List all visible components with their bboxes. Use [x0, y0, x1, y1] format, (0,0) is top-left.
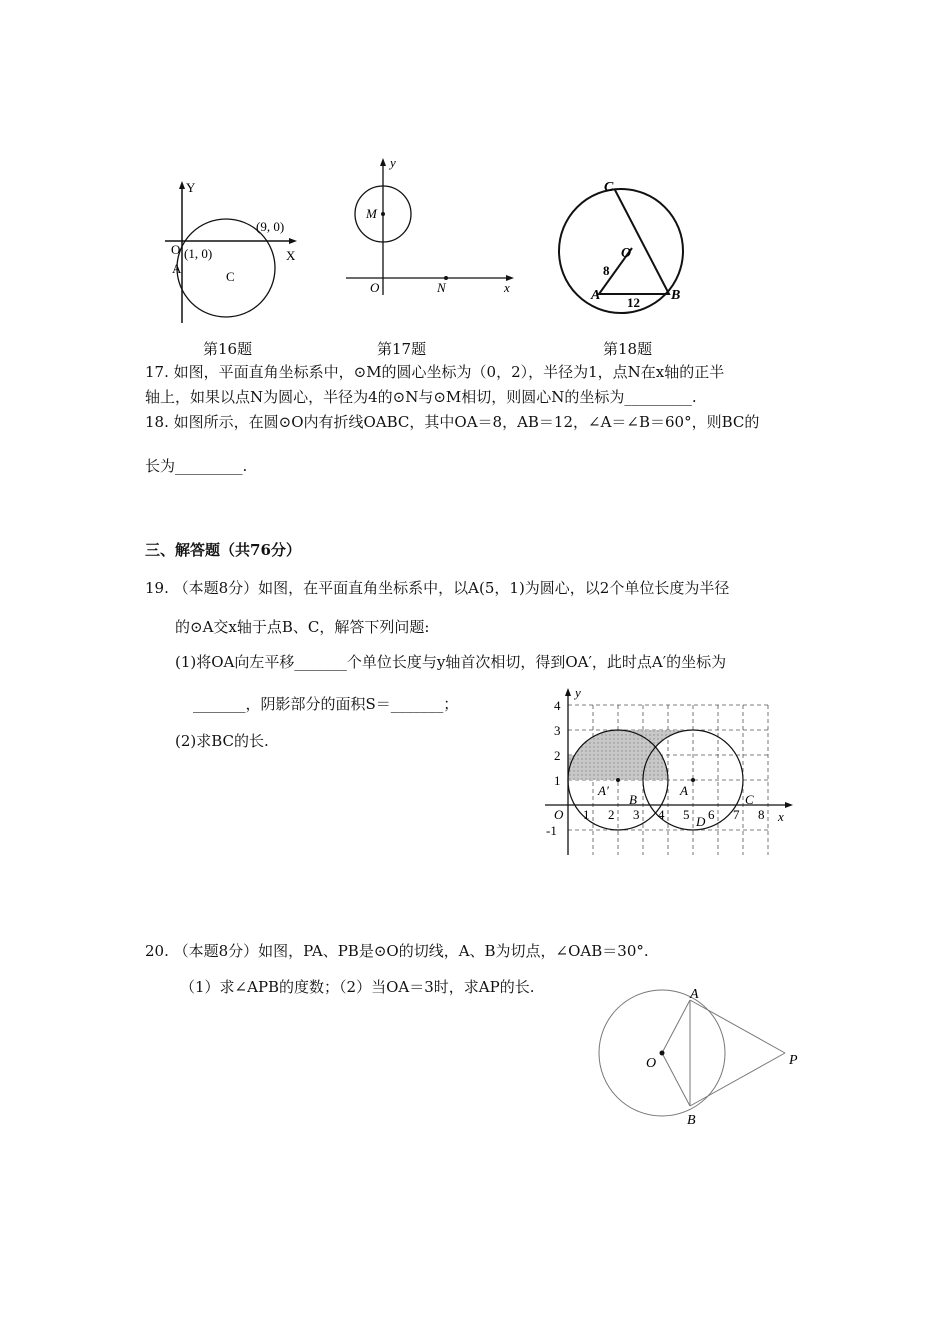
label-n: N	[437, 280, 446, 295]
x-tick-4: 4	[658, 807, 665, 822]
tangent-pa	[690, 1000, 785, 1053]
q17-line2: 轴上，如果以点N为圆心，半径为4的⊙N与⊙M相切，则圆心N的坐标为_________.	[145, 388, 697, 406]
caption-16: 第16题	[203, 340, 253, 358]
x-arrow	[785, 802, 793, 808]
y-tick-1: 1	[554, 773, 561, 788]
label-x: X	[286, 248, 296, 263]
tangent-pb	[690, 1053, 785, 1106]
label-a: A	[172, 261, 182, 276]
segment-ob	[662, 1053, 690, 1106]
figure-16	[160, 178, 310, 328]
y-tick-neg1: -1	[546, 823, 557, 838]
label-x: x	[778, 809, 784, 824]
length-ab: 12	[627, 295, 640, 310]
q19-line1: 19. （本题8分）如图，在平面直角坐标系中，以A(5，1)为圆心，以2个单位长度为半径	[145, 579, 730, 597]
figure-20	[590, 980, 810, 1130]
figure-17	[340, 155, 520, 300]
x-arrow	[289, 238, 297, 244]
polyline-oabc	[599, 190, 669, 294]
label-o: O	[554, 807, 564, 822]
y-tick-3: 3	[554, 723, 561, 738]
x-tick-1: 1	[583, 807, 590, 822]
y-arrow	[179, 181, 185, 189]
label-o: O	[370, 280, 380, 295]
label-b: B	[629, 792, 637, 807]
label-m: M	[366, 206, 377, 221]
length-oa: 8	[603, 263, 610, 278]
caption-18: 第18题	[603, 340, 653, 358]
label-c: C	[226, 269, 235, 284]
label-o: O	[646, 1056, 657, 1071]
label-a: A	[680, 783, 688, 798]
x-tick-7: 7	[733, 807, 740, 822]
label-b: B	[671, 288, 681, 303]
section-3-title: 三、解答题（共76分）	[145, 541, 301, 559]
q18-line2: 长为_________.	[145, 457, 248, 475]
label-a: A	[591, 288, 601, 303]
label-c: C	[745, 792, 754, 807]
q19-part1b: _______，阴影部分的面积S＝_______；	[193, 695, 459, 713]
q17-line1: 17. 如图，平面直角坐标系中，⊙M的圆心坐标为（0，2），半径为1，点N在x轴的正半	[145, 363, 725, 381]
q18-line1: 18. 如图所示，在圆⊙O内有折线OABC，其中OA＝8，AB＝12，∠A＝∠B＝60°，则BC的	[145, 413, 760, 431]
label-y: y	[390, 155, 396, 170]
figure-19	[540, 685, 795, 855]
x-tick-2: 2	[608, 807, 615, 822]
point-a-prime	[616, 778, 620, 782]
q19-part1a: (1)将OA向左平移_______个单位长度与y轴首次相切，得到OA′，此时点A′的坐标为	[175, 653, 727, 671]
x-tick-3: 3	[633, 807, 640, 822]
point-9-0: (9, 0)	[256, 219, 285, 234]
y-tick-4: 4	[554, 698, 561, 713]
q20-line2: （1）求∠APB的度数；（2）当OA＝3时，求AP的长.	[180, 978, 535, 996]
label-a: A	[690, 987, 699, 1002]
center-o	[660, 1051, 665, 1056]
point-m	[381, 212, 385, 216]
q19-part2: (2)求BC的长.	[175, 732, 269, 750]
label-x: x	[504, 280, 510, 295]
figure-18	[555, 178, 690, 323]
y-tick-2: 2	[554, 748, 561, 763]
label-y: y	[575, 685, 581, 700]
x-tick-6: 6	[708, 807, 715, 822]
label-d: D	[696, 814, 706, 829]
x-tick-5: 5	[683, 807, 690, 822]
label-c: C	[604, 180, 614, 195]
label-p: P	[789, 1053, 798, 1068]
label-o: O	[171, 242, 181, 257]
y-arrow	[380, 158, 386, 166]
q19-line2: 的⊙A交x轴于点B、C，解答下列问题:	[175, 618, 430, 636]
label-a-prime: A′	[598, 783, 609, 798]
label-y: Y	[186, 180, 196, 195]
point-a	[691, 778, 695, 782]
caption-17: 第17题	[377, 340, 427, 358]
point-1-0: (1, 0)	[184, 246, 213, 261]
x-tick-8: 8	[758, 807, 765, 822]
x-tick-labels	[583, 807, 765, 822]
segment-oa	[662, 1000, 690, 1053]
label-o: O	[621, 246, 632, 261]
y-arrow	[565, 688, 571, 696]
label-b: B	[687, 1113, 696, 1128]
q20-line1: 20. （本题8分）如图，PA、PB是⊙O的切线，A、B为切点，∠OAB＝30°.	[145, 942, 649, 960]
